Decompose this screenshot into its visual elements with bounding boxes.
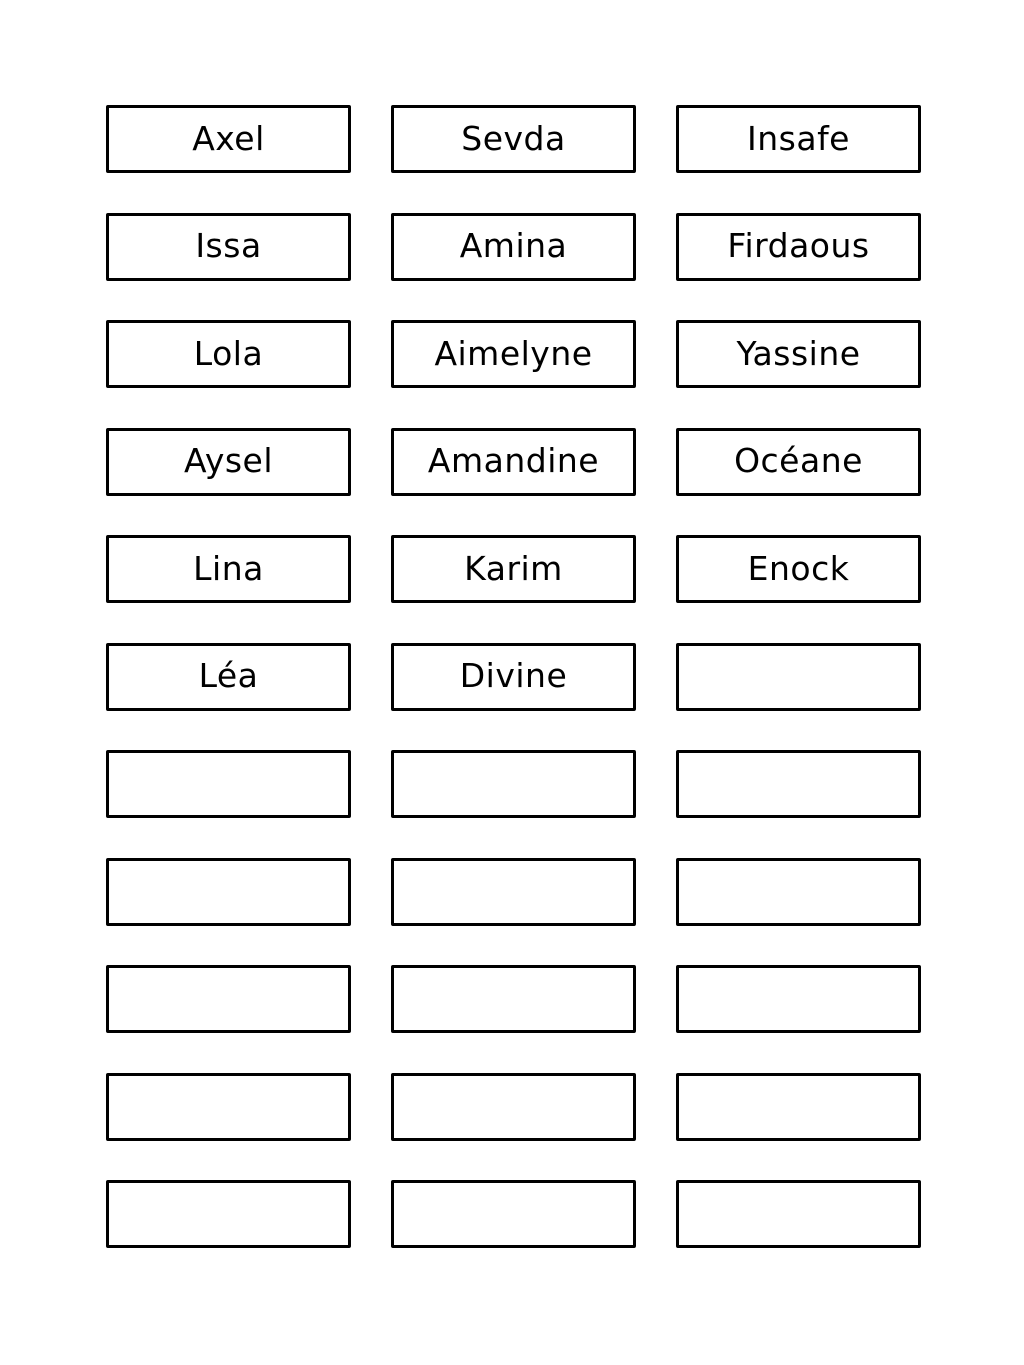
empty-name-label <box>391 965 636 1033</box>
name-label: Yassine <box>676 320 921 388</box>
empty-name-label <box>106 1180 351 1248</box>
empty-name-label <box>106 750 351 818</box>
name-label: Divine <box>391 643 636 711</box>
name-label: Aysel <box>106 428 351 496</box>
empty-name-label <box>676 643 921 711</box>
empty-name-label <box>676 965 921 1033</box>
name-label: Amina <box>391 213 636 281</box>
empty-name-label <box>391 1180 636 1248</box>
name-label: Lola <box>106 320 351 388</box>
empty-name-label <box>106 965 351 1033</box>
empty-name-label <box>391 750 636 818</box>
empty-name-label <box>676 1073 921 1141</box>
name-label: Enock <box>676 535 921 603</box>
empty-name-label <box>106 858 351 926</box>
empty-name-label <box>106 1073 351 1141</box>
name-label: Firdaous <box>676 213 921 281</box>
empty-name-label <box>676 858 921 926</box>
name-label: Léa <box>106 643 351 711</box>
name-label: Insafe <box>676 105 921 173</box>
name-label: Océane <box>676 428 921 496</box>
name-label-sheet <box>106 105 921 1248</box>
name-label: Karim <box>391 535 636 603</box>
empty-name-label <box>676 750 921 818</box>
name-label: Lina <box>106 535 351 603</box>
name-label: Aimelyne <box>391 320 636 388</box>
name-label: Sevda <box>391 105 636 173</box>
empty-name-label <box>391 858 636 926</box>
name-label: Axel <box>106 105 351 173</box>
empty-name-label <box>676 1180 921 1248</box>
empty-name-label <box>391 1073 636 1141</box>
name-label: Amandine <box>391 428 636 496</box>
name-label: Issa <box>106 213 351 281</box>
